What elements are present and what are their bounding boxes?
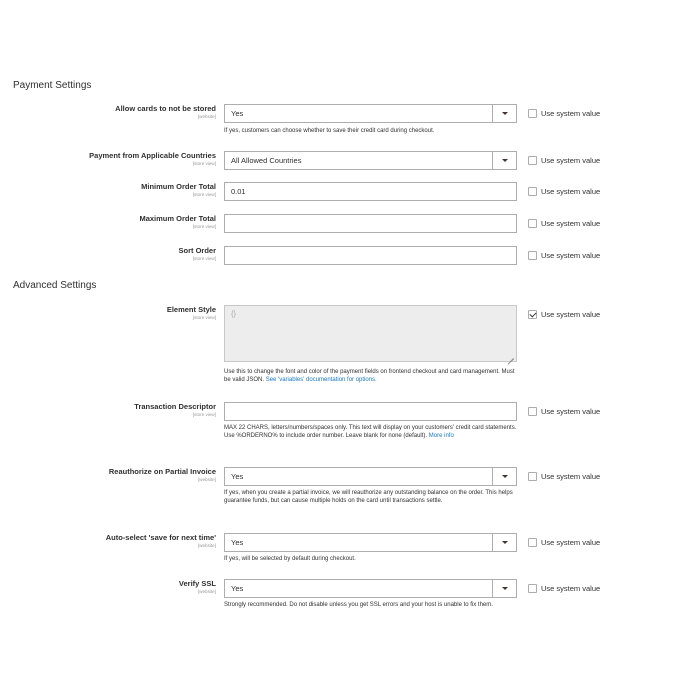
scope-badge: [website] [197, 477, 216, 482]
reauthorize-select[interactable] [224, 467, 517, 486]
variables-documentation-link[interactable]: See 'variables' documentation for options. [265, 377, 377, 384]
reauthorize-label: Reauthorize on Partial Invoice [108, 467, 216, 476]
element-style-note [224, 368, 519, 384]
transaction-descriptor-use-system-value[interactable] [528, 407, 600, 416]
sort-order-input[interactable] [224, 246, 517, 265]
field-label [167, 305, 216, 321]
allow-cards-label: Allow cards to not be stored [115, 104, 216, 113]
reauthorize-use-system-value[interactable] [528, 472, 600, 481]
more-info-link[interactable]: More info [428, 433, 454, 440]
section-title-advanced-settings: Advanced Settings [13, 280, 97, 291]
sort-order-label: Sort Order [178, 246, 216, 255]
checkbox[interactable] [528, 187, 537, 196]
min-order-total-label: Minimum Order Total [141, 182, 216, 191]
auto-select-note: If yes, will be selected by default during checkout. [224, 556, 356, 562]
auto-select-label: Auto-select 'save for next time' [105, 533, 216, 542]
select-value: Yes [231, 584, 244, 593]
applicable-countries-label: Payment from Applicable Countries [89, 151, 216, 160]
verify-ssl-label: Verify SSL [178, 579, 216, 588]
checkbox[interactable] [528, 219, 537, 228]
allow-cards-select[interactable] [224, 104, 517, 123]
allow-cards-note: If yes, customers can choose whether to save their credit card during checkout. [224, 128, 435, 134]
scope-badge: [website] [197, 589, 216, 594]
checkbox[interactable] [528, 156, 537, 165]
scope-badge: [website] [197, 114, 216, 119]
select-value: Yes [231, 109, 244, 118]
field-label [106, 533, 216, 549]
use-system-value-label: Use system value [541, 538, 601, 547]
use-system-value-label: Use system value [541, 310, 601, 319]
checkbox[interactable] [528, 109, 537, 118]
section-title-payment-settings: Payment Settings [13, 80, 92, 91]
scope-badge: [store view] [192, 315, 216, 320]
field-label [134, 402, 216, 418]
verify-ssl-use-system-value[interactable] [528, 584, 600, 593]
field-label [141, 182, 216, 198]
chevron-down-icon[interactable] [492, 105, 516, 122]
max-order-total-label: Maximum Order Total [139, 214, 216, 223]
use-system-value-label: Use system value [541, 584, 601, 593]
textarea-value: {} [231, 309, 237, 318]
checkbox[interactable] [528, 584, 537, 593]
scope-badge: [store view] [192, 224, 216, 229]
field-label [178, 246, 216, 262]
use-system-value-label: Use system value [541, 251, 601, 260]
chevron-down-icon[interactable] [492, 468, 516, 485]
resize-handle-icon[interactable] [508, 353, 514, 359]
select-value: All Allowed Countries [231, 156, 302, 165]
reauthorize-note: If yes, when you create a partial invoice, we will reauthorize any outstanding balance on the order. This helps guarantee funds, but can cause multiple holds on the card until transactions settle. [224, 490, 513, 505]
field-label [139, 214, 216, 230]
chevron-down-icon[interactable] [492, 534, 516, 551]
scope-badge: [store view] [192, 412, 216, 417]
field-label [179, 579, 216, 595]
checkbox[interactable] [528, 472, 537, 481]
allow-cards-use-system-value[interactable] [528, 109, 600, 118]
checkbox[interactable] [528, 538, 537, 547]
applicable-countries-use-system-value[interactable] [528, 156, 600, 165]
use-system-value-label: Use system value [541, 219, 601, 228]
sort-order-use-system-value[interactable] [528, 251, 600, 260]
applicable-countries-select[interactable] [224, 151, 517, 170]
min-order-total-input[interactable]: 0.01 [224, 182, 517, 201]
note-text: Use this to change the font and color of the payment fields on frontend checkout and card management. Must be valid JSON. [224, 369, 515, 384]
min-order-total-use-system-value[interactable] [528, 187, 600, 196]
field-label [89, 151, 216, 167]
chevron-down-icon[interactable] [492, 152, 516, 169]
use-system-value-label: Use system value [541, 472, 601, 481]
use-system-value-label: Use system value [541, 156, 601, 165]
element-style-label: Element Style [166, 305, 216, 314]
verify-ssl-note: Strongly recommended. Do not disable unless you get SSL errors and your host is unable to fix them. [224, 602, 493, 608]
element-style-textarea[interactable] [224, 305, 517, 362]
checkbox[interactable] [528, 407, 537, 416]
field-label [109, 467, 216, 483]
auto-select-select[interactable] [224, 533, 517, 552]
max-order-total-use-system-value[interactable] [528, 219, 600, 228]
note-text: MAX 22 CHARS, letters/numbers/spaces only. This text will display on your customers' credit card statements. Use %ORDERNO% to include order number. Leave blank for none (default). [224, 425, 517, 440]
checkbox[interactable] [528, 251, 537, 260]
scope-badge: [store view] [192, 256, 216, 261]
use-system-value-label: Use system value [541, 187, 601, 196]
use-system-value-label: Use system value [541, 407, 601, 416]
transaction-descriptor-note [224, 424, 519, 440]
scope-badge: [website] [197, 543, 216, 548]
verify-ssl-select[interactable] [224, 579, 517, 598]
select-value: Yes [231, 538, 244, 547]
select-value: Yes [231, 472, 244, 481]
element-style-use-system-value[interactable] [528, 310, 600, 319]
transaction-descriptor-label: Transaction Descriptor [134, 402, 216, 411]
max-order-total-input[interactable] [224, 214, 517, 233]
auto-select-use-system-value[interactable] [528, 538, 600, 547]
use-system-value-label: Use system value [541, 109, 601, 118]
transaction-descriptor-input[interactable] [224, 402, 517, 421]
scope-badge: [store view] [192, 192, 216, 197]
field-label [115, 104, 216, 120]
scope-badge: [store view] [192, 161, 216, 166]
chevron-down-icon[interactable] [492, 580, 516, 597]
checkbox-checked[interactable] [528, 310, 537, 319]
